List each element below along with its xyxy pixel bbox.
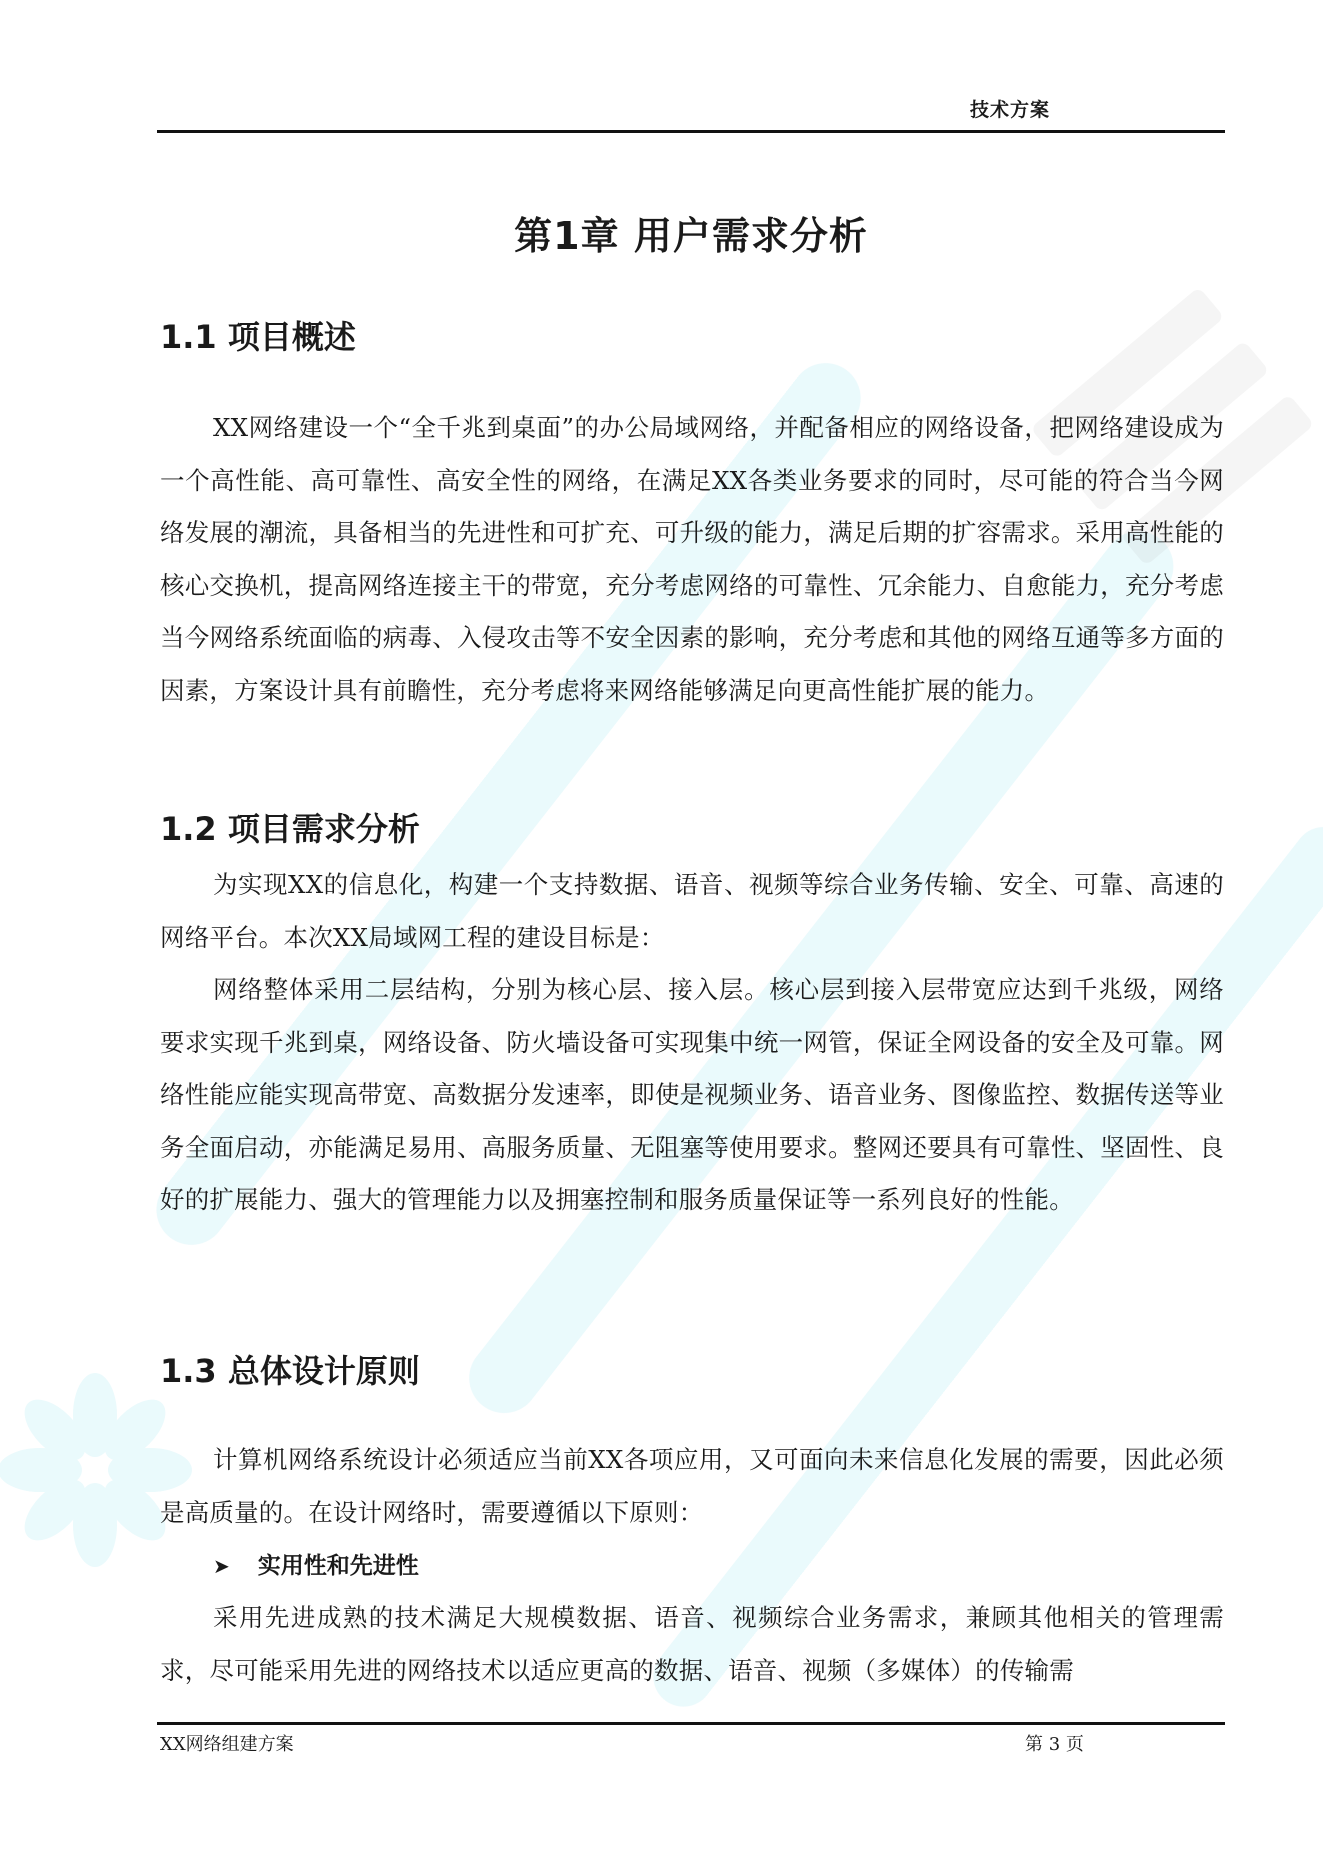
header-title: 技术方案 [970, 99, 1051, 121]
bullet-label: 实用性和先进性 [257, 1553, 419, 1579]
section-title-1-1: 1.1 项目概述 [160, 318, 356, 356]
footer-page-number: 第 3 页 [1025, 1734, 1084, 1755]
footer-rule [157, 1722, 1225, 1725]
paragraph-requirement-detail: 网络整体采用二层结构，分别为核心层、接入层。核心层到接入层带宽应达到千兆级，网络要求实现千兆到桌，网络设备、防火墙设备可实现集中统一网管，保证全网设备的安全及可靠。网络性能应能实现高带宽、高数据分发速率，即使是视频业务、语音业务、图像监控、数据传送等业务全面启动，亦能满足易用、高服务质量、无阻塞等使用要求。整网还要具有可靠性、坚固性、良好的扩展能力、强大的管理能力以及拥塞控制和服务质量保证等一系列良好的性能。 [160, 975, 1224, 1214]
bullet-item-practicality [213, 1546, 419, 1586]
paragraph-practicality-detail: 采用先进成熟的技术满足大规模数据、语音、视频综合业务需求，兼顾其他相关的管理需求，尽可能采用先进的网络技术以适应更高的数据、语音、视频（多媒体）的传输需 [160, 1603, 1224, 1685]
section-title-1-3: 1.3 总体设计原则 [160, 1352, 420, 1390]
section-title-1-2: 1.2 项目需求分析 [160, 810, 420, 848]
footer-document-name: XX网络组建方案 [160, 1734, 294, 1755]
paragraph-design-principles: 计算机网络系统设计必须适应当前XX各项应用，又可面向未来信息化发展的需要，因此必须是高质量的。在设计网络时，需要遵循以下原则： [160, 1445, 1224, 1527]
paragraph-requirement-intro: 为实现XX的信息化，构建一个支持数据、语音、视频等综合业务传输、安全、可靠、高速的网络平台。本次XX局域网工程的建设目标是： [160, 870, 1224, 952]
arrow-bullet-icon: ➤ [213, 1554, 230, 1578]
header-rule [157, 130, 1225, 133]
chapter-title: 第1章 用户需求分析 [514, 214, 868, 258]
paragraph-project-overview: XX网络建设一个“全千兆到桌面”的办公局域网络，并配备相应的网络设备，把网络建设成为一个高性能、高可靠性、高安全性的网络，在满足XX各类业务要求的同时，尽可能的符合当今网络发展的潮流，具备相当的先进性和可扩充、可升级的能力，满足后期的扩容需求。采用高性能的核心交换机，提高网络连接主干的带宽，充分考虑网络的可靠性、冗余能力、自愈能力，充分考虑当今网络系统面临的病毒、入侵攻击等不安全因素的影响，充分考虑和其他的网络互通等多方面的因素，方案设计具有前瞻性，充分考虑将来网络能够满足向更高性能扩展的能力。 [160, 413, 1224, 705]
